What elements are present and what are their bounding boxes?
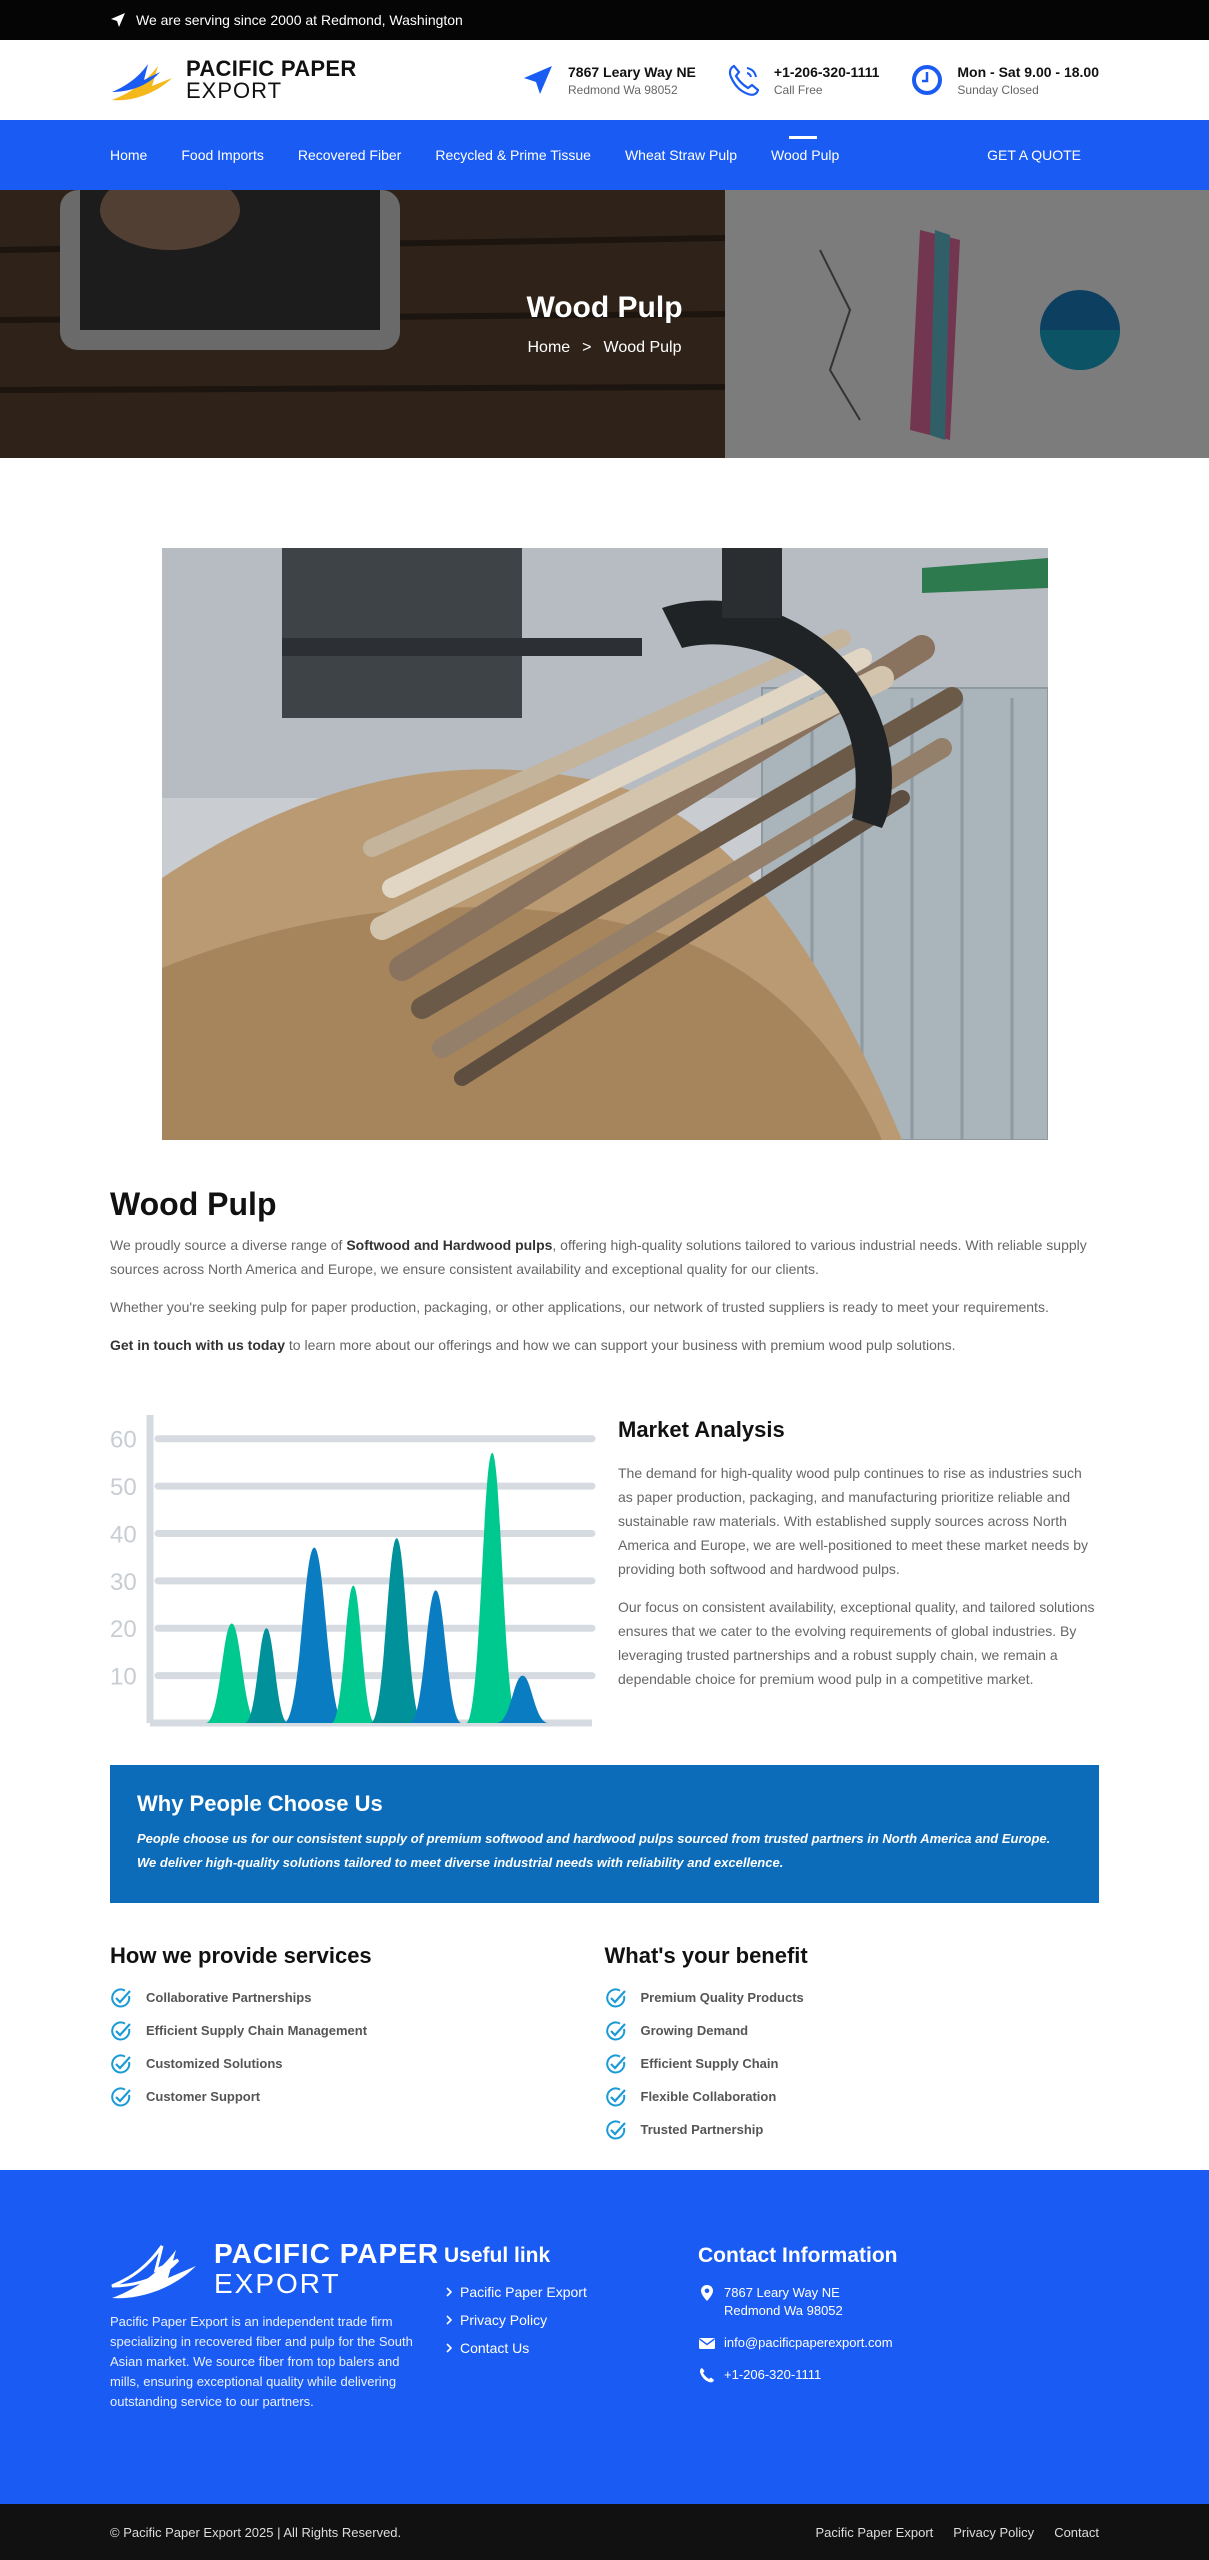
main-nav <box>0 120 1209 190</box>
footer-link-pacific-paper-export[interactable]: Pacific Paper Export <box>444 2284 698 2300</box>
bottom-link-privacy-policy[interactable]: Privacy Policy <box>953 2524 1035 2540</box>
get-quote-button[interactable]: GET A QUOTE <box>987 147 1081 163</box>
check-circle-icon <box>110 2086 132 2108</box>
market-paragraph-2: Our focus on consistent availability, exceptional quality, and tailored solutions ensures that we cater to the evolving requirements of global industries. By leveraging trusted partnerships and a robust supply chain, we remain a dependable choice for premium wood pulp in a competitive market. <box>618 1599 1095 1687</box>
hours-line1: Mon - Sat 9.00 - 18.00 <box>957 63 1099 80</box>
chevron-right-icon <box>444 2315 454 2325</box>
top-bar <box>0 0 1209 40</box>
clock-icon <box>909 62 945 98</box>
breadcrumb-current: Wood Pulp <box>603 339 682 356</box>
footer-link-privacy-policy[interactable]: Privacy Policy <box>444 2312 698 2328</box>
check-circle-icon <box>605 2053 627 2075</box>
nav-recovered-fiber[interactable]: Recovered Fiber <box>297 147 402 163</box>
benefits-title: What's your benefit <box>604 1943 808 1968</box>
footer-email[interactable]: info@pacificpaperexport.com <box>698 2334 1099 2352</box>
breadcrumb-home[interactable]: Home <box>527 339 571 356</box>
footer-description: Pacific Paper Export is an independent trade firm specializing in recovered fiber and pulp for the South Asian market. We source fiber from top balers and mills, ensuring exceptional quality while delivering outstanding service to our partners. <box>110 2314 413 2409</box>
nav-recycled-prime-tissue[interactable]: Recycled & Prime Tissue <box>435 147 591 163</box>
intro-title: Wood Pulp <box>110 1186 277 1222</box>
intro-paragraph-3: Get in touch with us today to learn more about our offerings and how we can support your business with premium wood pulp solutions. <box>110 1337 956 1353</box>
address-line2: Redmond Wa 98052 <box>568 82 678 97</box>
chart-peak-2 <box>284 1548 345 1723</box>
hours-line2: Sunday Closed <box>957 82 1039 97</box>
chart-tick-label: 40 <box>110 1521 137 1549</box>
footer-address: 7867 Leary Way NE Redmond Wa 98052 <box>698 2284 1099 2320</box>
header-phone[interactable] <box>726 62 880 98</box>
address-line1: 7867 Leary Way NE <box>568 63 696 80</box>
chevron-right-icon <box>444 2343 454 2353</box>
breadcrumb-separator: > <box>582 339 592 356</box>
phone-line2: Call Free <box>773 82 823 97</box>
chart-peak-3 <box>332 1586 375 1723</box>
market-chart <box>110 1405 600 1735</box>
nav-wheat-straw-pulp[interactable]: Wheat Straw Pulp <box>624 147 738 163</box>
list-item: Customer Support <box>110 2080 605 2113</box>
list-item: Collaborative Partnerships <box>110 1981 605 2014</box>
logo[interactable] <box>110 56 357 104</box>
why-title: Why People Choose Us <box>137 1791 383 1816</box>
chart-peak-6 <box>466 1453 518 1723</box>
chevron-right-icon <box>444 2287 454 2297</box>
intro-paragraph-1: We proudly source a diverse range of Softwood and Hardwood pulps, offering high-quality solutions tailored to various industrial needs. With reliable supply sources across North America and Europe, we ensure consistent availability and exceptional quality for our clients. <box>110 1237 1087 1277</box>
phone-icon <box>698 2366 716 2384</box>
market-title: Market Analysis <box>618 1417 785 1442</box>
map-pin-icon <box>698 2284 716 2302</box>
page-hero <box>0 190 1209 458</box>
bottom-link-contact[interactable]: Contact <box>1054 2524 1099 2540</box>
nav-wood-pulp[interactable]: Wood Pulp <box>771 120 839 190</box>
footer <box>0 2170 1209 2504</box>
benefits-list <box>605 1943 1100 2146</box>
get-in-touch-bold: Get in touch with us today <box>110 1337 285 1353</box>
phone-icon <box>726 62 762 98</box>
check-circle-icon <box>605 2086 627 2108</box>
chart-peak-5 <box>410 1590 462 1723</box>
list-item: Trusted Partnership <box>605 2113 1100 2146</box>
check-circle-icon <box>110 2053 132 2075</box>
footer-phone[interactable]: +1-206-320-1111 <box>698 2366 1099 2384</box>
check-circle-icon <box>605 2020 627 2042</box>
why-text: People choose us for our consistent supply of premium softwood and hardwood pulps sourced from trusted partners in North America and Europe. We deliver high-quality solutions tailored to meet diverse industrial needs with reliability and excellence. <box>137 1831 1051 1870</box>
why-choose-us-box <box>110 1765 1099 1903</box>
wood-pulp-photo <box>162 548 1048 1140</box>
chart-tick-label: 30 <box>110 1568 137 1596</box>
breadcrumb <box>521 339 687 357</box>
footer-logo-mark-icon <box>110 2236 206 2302</box>
list-item: Efficient Supply Chain Management <box>110 2014 605 2047</box>
intro-bold-pulps: Softwood and Hardwood pulps <box>346 1237 553 1253</box>
list-item: Customized Solutions <box>110 2047 605 2080</box>
location-arrow-icon <box>520 62 556 98</box>
copyright: © Pacific Paper Export 2025 | All Rights Reserved. <box>110 2524 402 2540</box>
check-circle-icon <box>110 1987 132 2009</box>
list-item: Growing Demand <box>605 2014 1100 2047</box>
check-circle-icon <box>605 1987 627 2009</box>
chart-tick-label: 20 <box>110 1616 137 1644</box>
services-title: How we provide services <box>110 1943 372 1968</box>
list-item: Flexible Collaboration <box>605 2080 1100 2113</box>
logo-line2: EXPORT <box>186 78 283 103</box>
chart-tick-label: 60 <box>110 1426 137 1454</box>
bottom-link-pacific-paper-export[interactable]: Pacific Paper Export <box>815 2524 934 2540</box>
market-paragraph-1: The demand for high-quality wood pulp continues to rise as industries such as paper production, packaging, and manufacturing prioritize reliable and sustainable raw materials. With established supply sources across North America and Europe, we are well-positioned to meet these market needs by providing both softwood and hardwood pulps. <box>618 1465 1089 1577</box>
phone-line1: +1-206-320-1111 <box>773 63 880 80</box>
intro-paragraph-2: Whether you're seeking pulp for paper production, packaging, or other applications, our network of trusted suppliers is ready to meet your requirements. <box>110 1299 1049 1315</box>
check-circle-icon <box>110 2020 132 2042</box>
services-list <box>110 1943 605 2146</box>
header-hours <box>909 62 1099 98</box>
chart-tick-label: 50 <box>110 1474 137 1502</box>
check-circle-icon <box>605 2119 627 2141</box>
nav-food-imports[interactable]: Food Imports <box>181 147 264 163</box>
list-item: Efficient Supply Chain <box>605 2047 1100 2080</box>
bottom-bar <box>0 2504 1209 2560</box>
envelope-icon <box>698 2334 716 2352</box>
footer-brand-line2: EXPORT <box>214 2268 341 2299</box>
footer-logo[interactable] <box>110 2236 444 2302</box>
useful-links-title: Useful link <box>444 2244 551 2267</box>
footer-link-contact-us[interactable]: Contact Us <box>444 2340 698 2356</box>
logo-mark-icon <box>110 56 180 104</box>
logo-line1: PACIFIC PAPER <box>186 56 357 81</box>
top-bar-text: We are serving since 2000 at Redmond, Washington <box>136 12 463 28</box>
nav-home[interactable]: Home <box>110 147 148 163</box>
list-item: Premium Quality Products <box>605 1981 1100 2014</box>
contact-info-title: Contact Information <box>698 2244 898 2267</box>
navigation-arrow-icon <box>110 12 126 28</box>
chart-tick-label: 10 <box>110 1663 137 1691</box>
page-title: Wood Pulp <box>526 291 683 324</box>
header <box>0 40 1209 120</box>
footer-brand-line1: PACIFIC PAPER <box>214 2238 440 2269</box>
header-address <box>520 62 696 98</box>
